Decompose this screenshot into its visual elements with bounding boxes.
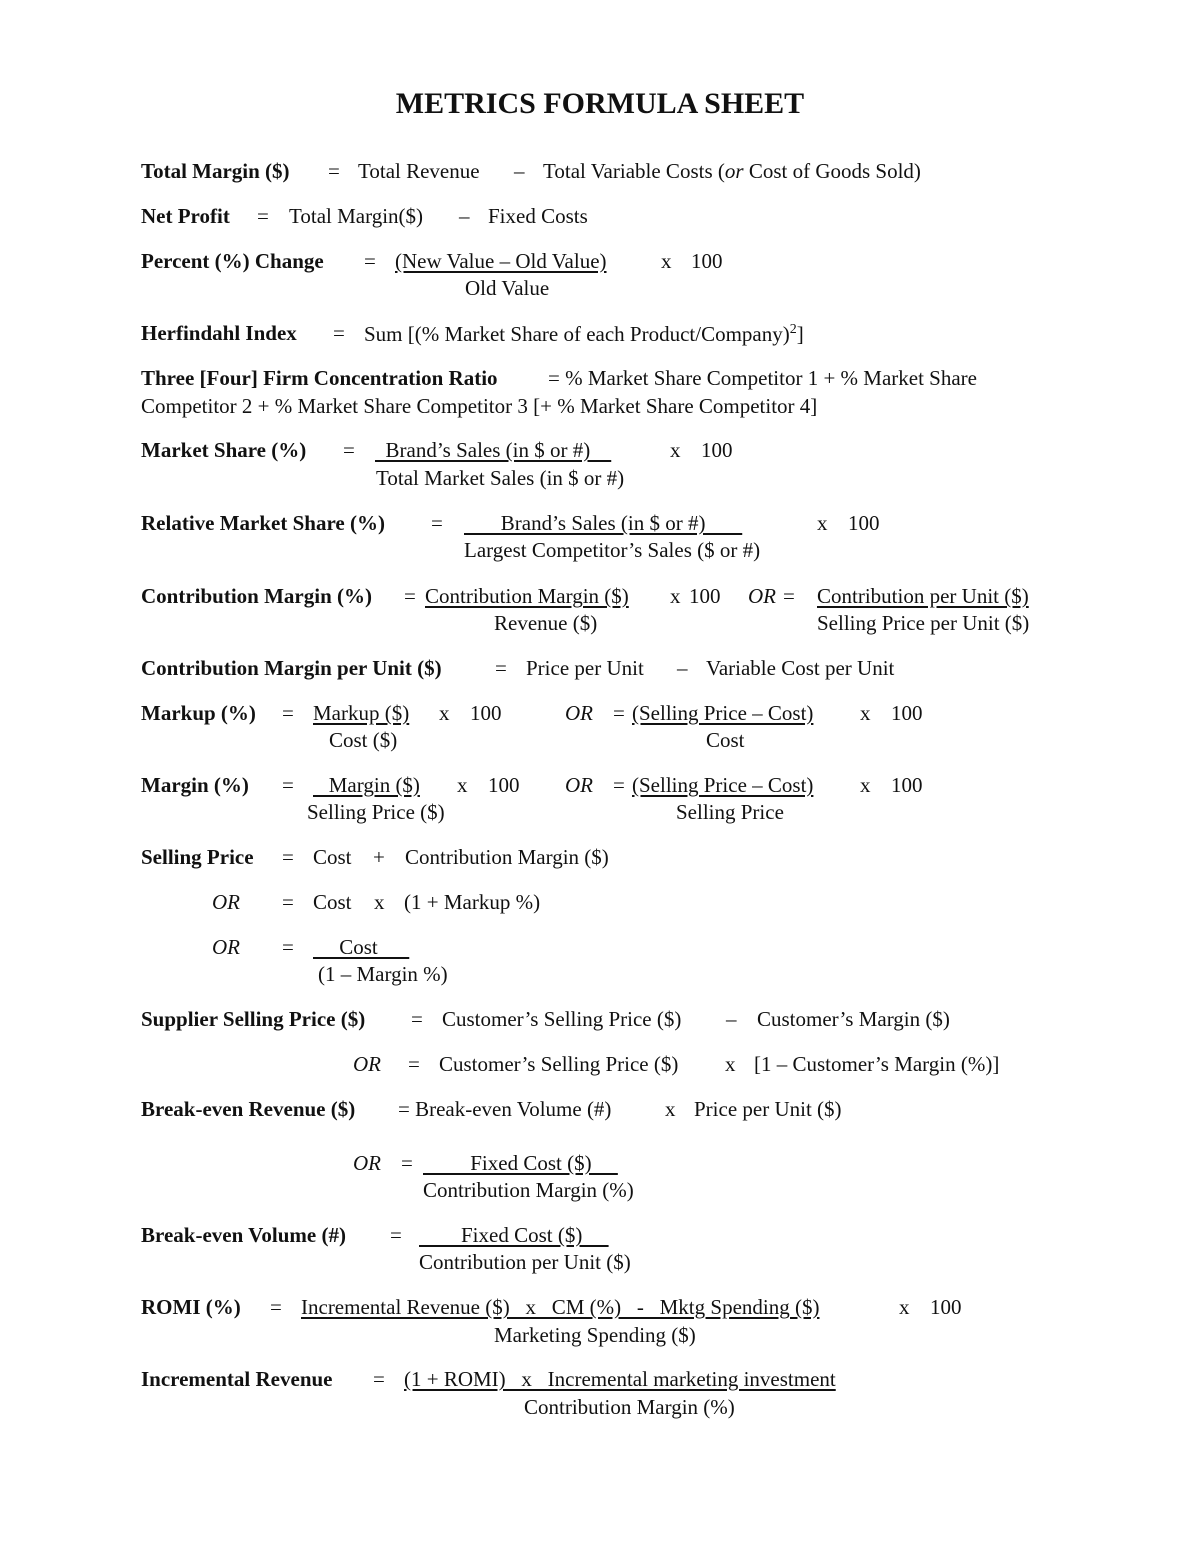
numerator: Markup ($): [313, 701, 410, 725]
or-label: OR: [748, 584, 776, 608]
times-sign: x: [670, 438, 681, 462]
denominator: (1 – Margin %): [318, 962, 448, 986]
operator: –: [514, 159, 525, 183]
formula-label: Contribution Margin per Unit ($): [141, 656, 442, 680]
numerator: (1 + ROMI) x Incremental marketing investment: [404, 1367, 836, 1391]
page-title: METRICS FORMULA SHEET: [395, 87, 805, 120]
operator: +: [373, 845, 385, 869]
equals-sign: =: [282, 845, 294, 869]
multiplier: 100: [848, 511, 880, 535]
equals-sign: =: [270, 1295, 282, 1319]
numerator: Incremental Revenue ($) x CM (%) - Mktg Spending ($): [301, 1295, 820, 1319]
expression: Sum [(% Market Share of each Product/Company)$^2$]: [364, 322, 804, 346]
formula-label: Margin (%): [141, 773, 249, 797]
or-label: OR: [212, 935, 240, 959]
equals-sign: =: [333, 321, 345, 345]
or-label: OR: [565, 773, 593, 797]
formula-label: ROMI (%): [141, 1295, 241, 1319]
equals-sign: =: [613, 773, 625, 797]
term: [1 – Customer’s Margin (%)]: [754, 1052, 1000, 1076]
numerator: Brand’s Sales (in $ or #): [464, 511, 743, 535]
times-sign: x: [439, 701, 450, 725]
times-sign: x: [860, 773, 871, 797]
formula-label: Supplier Selling Price ($): [141, 1007, 366, 1031]
times-sign: x: [899, 1295, 910, 1319]
times-sign: x: [457, 773, 468, 797]
term: Total Revenue: [358, 159, 480, 183]
formula-label: Percent (%) Change: [141, 249, 324, 273]
denominator: Contribution Margin (%): [423, 1178, 634, 1202]
numerator: Contribution Margin ($): [425, 584, 629, 608]
denominator-alt: Cost: [706, 728, 745, 752]
times-sign: x: [665, 1097, 676, 1121]
equals-sign: =: [257, 204, 269, 228]
multiplier: 100: [689, 584, 721, 608]
equals-sign: =: [364, 249, 376, 273]
term: Price per Unit: [526, 656, 644, 680]
denominator: Total Market Sales (in $ or #): [376, 466, 625, 490]
formula-label: Three [Four] Firm Concentration Ratio: [141, 366, 498, 390]
denominator-alt: Selling Price: [676, 800, 784, 824]
term: Price per Unit ($): [694, 1097, 842, 1121]
formula-label: Market Share (%): [141, 438, 307, 462]
equals-sign: =: [373, 1367, 385, 1391]
formula-label: Selling Price: [141, 845, 254, 869]
equals-sign: =: [390, 1223, 402, 1247]
equals-sign: =: [613, 701, 625, 725]
term: Customer’s Selling Price ($): [442, 1007, 682, 1031]
expression: = Break-even Volume (#): [398, 1097, 612, 1121]
equals-sign: =: [495, 656, 507, 680]
equals-sign: =: [282, 890, 294, 914]
equals-sign: =: [282, 701, 294, 725]
term: Cost: [313, 845, 352, 869]
expression-line-1: = % Market Share Competitor 1 + % Market Share: [548, 366, 977, 390]
multiplier: 100: [701, 438, 733, 462]
formula-label: Break-even Revenue ($): [141, 1097, 356, 1121]
numerator: Fixed Cost ($): [419, 1223, 609, 1247]
denominator: Marketing Spending ($): [494, 1323, 696, 1347]
formula-label: Contribution Margin (%): [141, 584, 372, 608]
numerator: (New Value – Old Value): [395, 249, 607, 273]
term: Fixed Costs: [488, 204, 588, 228]
formula-label: Total Margin ($): [141, 159, 290, 183]
numerator: Brand’s Sales (in $ or #): [375, 438, 612, 462]
term: Customer’s Selling Price ($): [439, 1052, 679, 1076]
term: Customer’s Margin ($): [757, 1007, 950, 1031]
formula-label: Relative Market Share (%): [141, 511, 385, 535]
numerator: Cost: [313, 935, 410, 959]
operator: –: [677, 656, 688, 680]
equals-sign: =: [343, 438, 355, 462]
numerator: Margin ($): [313, 773, 420, 797]
equals-sign: =: [404, 584, 416, 608]
numerator-alt: (Selling Price – Cost): [632, 773, 814, 797]
term: Contribution Margin ($): [405, 845, 609, 869]
term: Cost: [313, 890, 352, 914]
or-label: OR: [565, 701, 593, 725]
multiplier: 100: [691, 249, 723, 273]
equals-sign: =: [282, 935, 294, 959]
equals-sign: =: [282, 773, 294, 797]
formula-label: Herfindahl Index: [141, 321, 297, 345]
equals-sign: =: [411, 1007, 423, 1031]
term: (1 + Markup %): [404, 890, 541, 914]
denominator: Old Value: [465, 276, 550, 300]
times-sign: x: [817, 511, 828, 535]
denominator: Selling Price ($): [307, 800, 445, 824]
numerator-alt: Contribution per Unit ($): [817, 584, 1029, 608]
numerator: Fixed Cost ($): [423, 1151, 618, 1175]
times-sign: x: [725, 1052, 736, 1076]
operator: –: [459, 204, 470, 228]
denominator: Contribution Margin (%): [524, 1395, 735, 1419]
term: Variable Cost per Unit: [706, 656, 895, 680]
denominator: Revenue ($): [494, 611, 598, 635]
equals-sign: =: [408, 1052, 420, 1076]
or-label: OR: [353, 1151, 381, 1175]
equals-sign: =: [783, 584, 795, 608]
times-sign: x: [860, 701, 871, 725]
multiplier: 100: [488, 773, 520, 797]
numerator-alt: (Selling Price – Cost): [632, 701, 814, 725]
multiplier: 100: [891, 701, 923, 725]
expression-line-2: Competitor 2 + % Market Share Competitor 3 [+ % Market Share Competitor 4]: [141, 394, 818, 418]
equals-sign: =: [431, 511, 443, 535]
equals-sign: =: [401, 1151, 413, 1175]
multiplier: 100: [470, 701, 502, 725]
denominator: Cost ($): [329, 728, 398, 752]
formula-label: Markup (%): [141, 701, 256, 725]
multiplier: 100: [891, 773, 923, 797]
or-label: OR: [212, 890, 240, 914]
times-sign: x: [670, 584, 681, 608]
times-sign: x: [661, 249, 672, 273]
equals-sign: =: [328, 159, 340, 183]
formula-label: Incremental Revenue: [141, 1367, 333, 1391]
operator: –: [726, 1007, 737, 1031]
denominator-alt: Selling Price per Unit ($): [817, 611, 1030, 635]
times-sign: x: [374, 890, 385, 914]
formula-label: Net Profit: [141, 204, 230, 228]
term: Total Margin($): [289, 204, 424, 228]
or-label: OR: [353, 1052, 381, 1076]
term: Total Variable Costs (or Cost of Goods Sold): [543, 159, 921, 183]
denominator: Contribution per Unit ($): [419, 1250, 631, 1274]
formula-label: Break-even Volume (#): [141, 1223, 346, 1247]
denominator: Largest Competitor’s Sales ($ or #): [464, 538, 761, 562]
multiplier: 100: [930, 1295, 962, 1319]
